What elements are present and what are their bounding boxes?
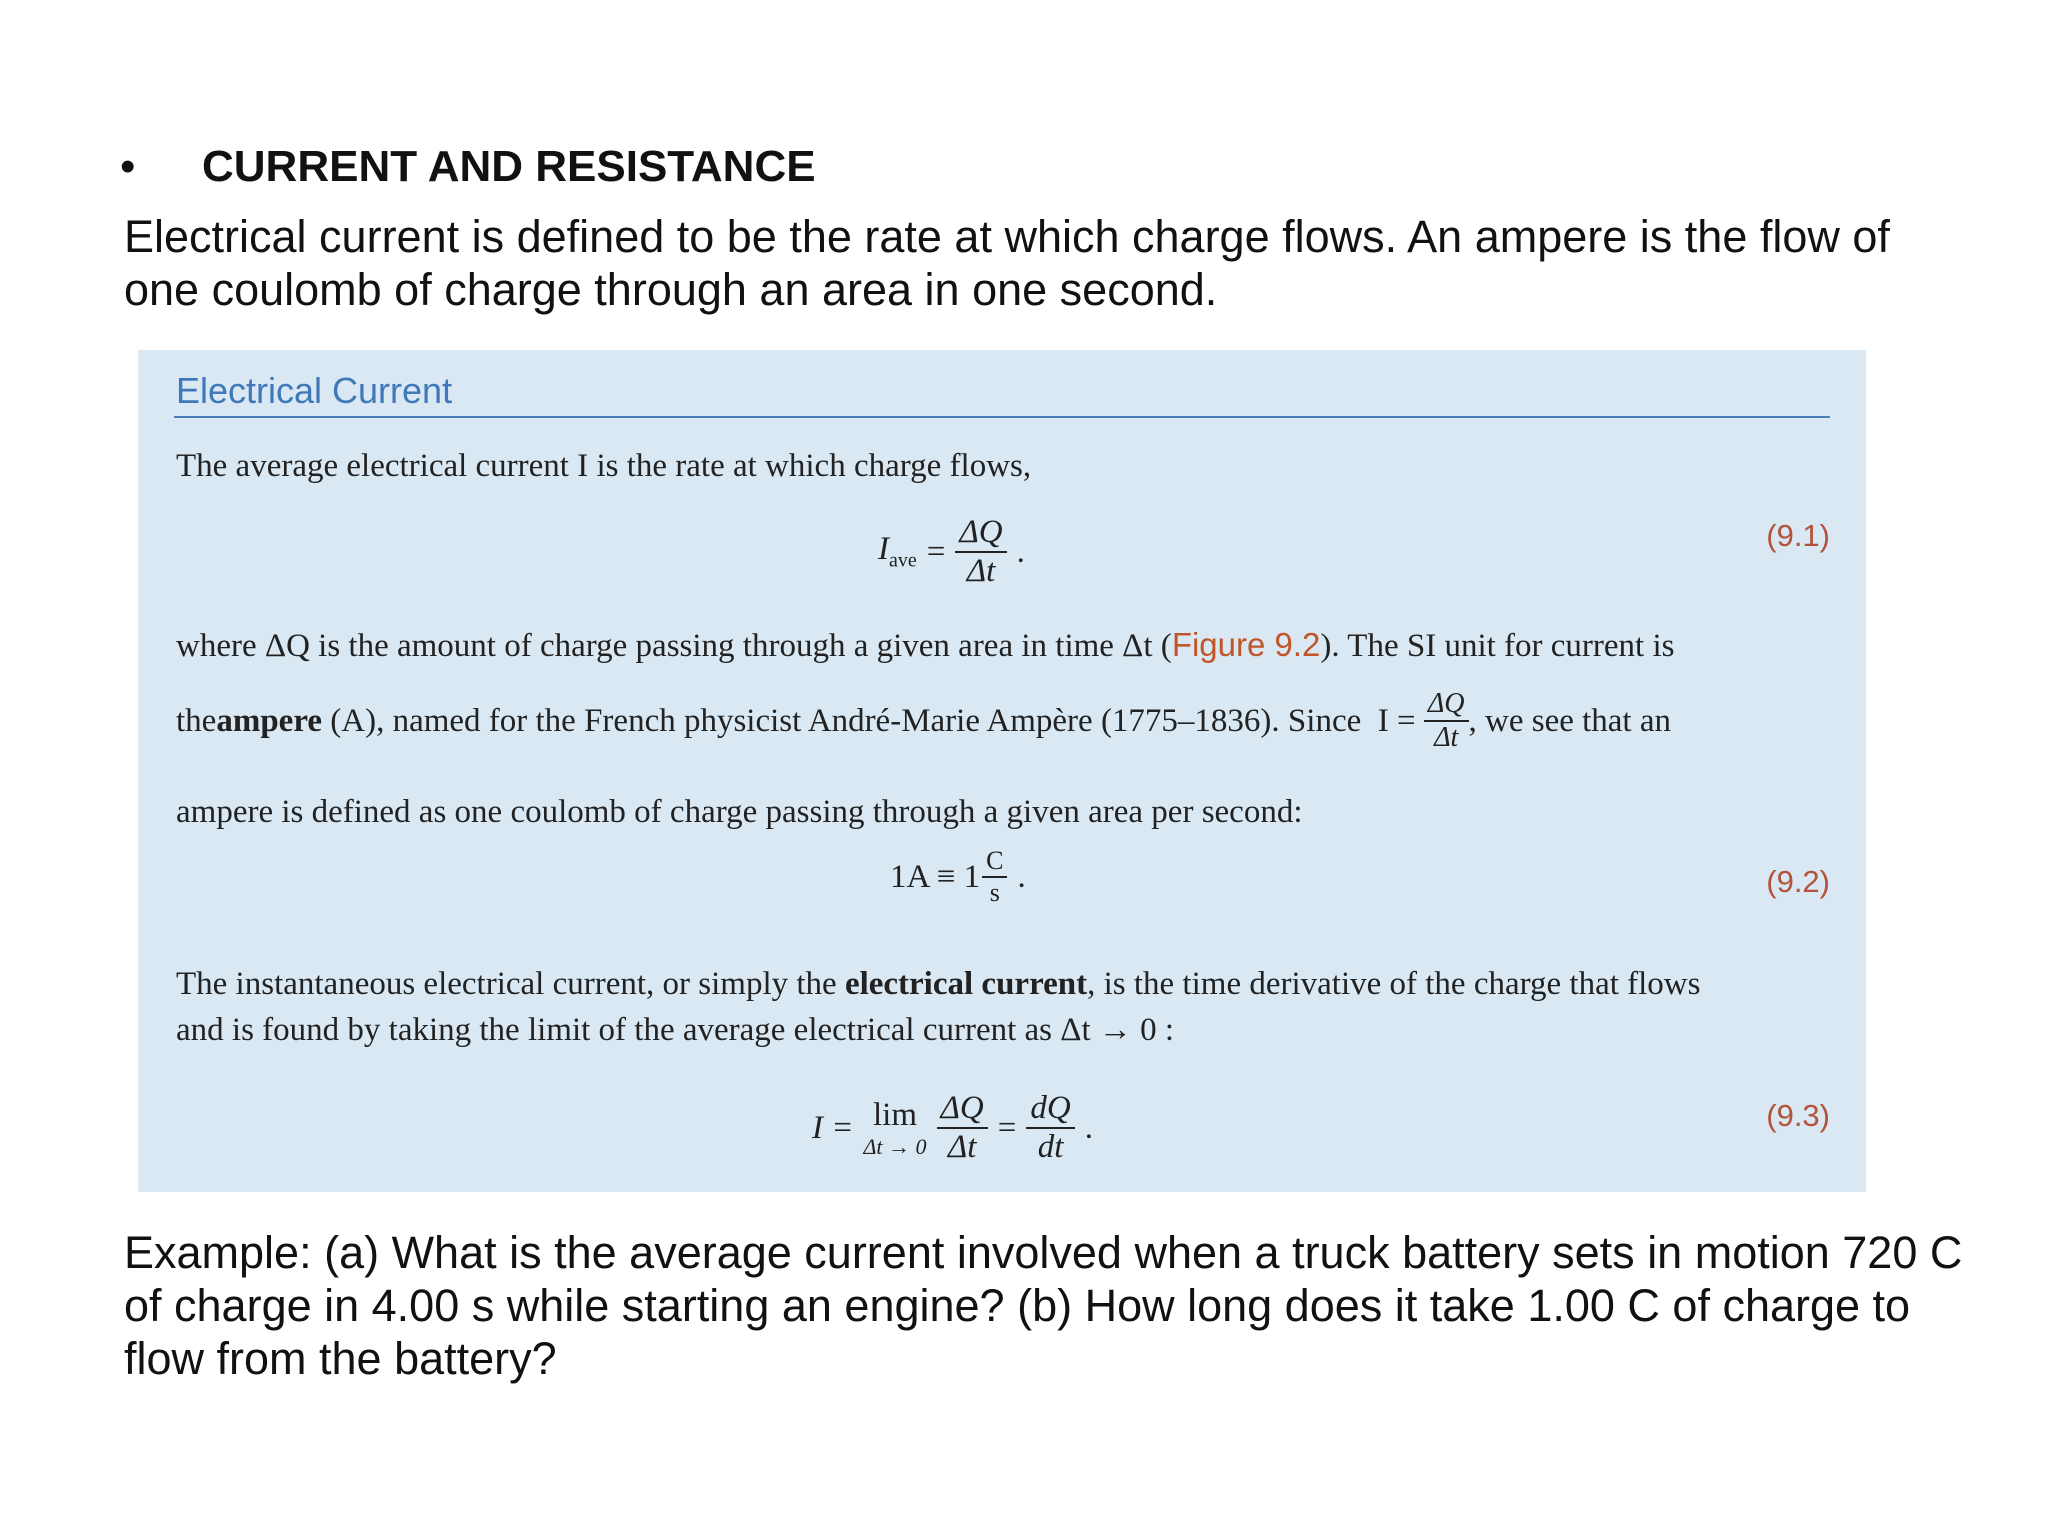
equation-number-9-2: (9.2) (1766, 864, 1830, 899)
eq1-equals: = (926, 533, 946, 570)
eq1-fraction: $\frac{\Delta Q}{\Delta t}$ (955, 516, 1006, 588)
definition-line-2: where ΔQ is the amount of charge passing through a given area in time Δt (Figure 9.2). The SI unit for current is (176, 626, 1675, 664)
eq3-limit: lim Δt → 0 (863, 1096, 927, 1159)
instantaneous-line-2: and is found by taking the limit of the average electrical current as Δt → 0 : (176, 1012, 1175, 1048)
term-ampere: ampere (216, 702, 323, 739)
figure-link[interactable]: Figure 9.2 (1171, 626, 1321, 663)
equation-number-9-3: (9.3) (1766, 1098, 1830, 1133)
eq3-equals: = (997, 1109, 1017, 1146)
title-divider (174, 416, 1830, 418)
definition-line-3: the ampere (A), named for the French physicist André-Marie Ampère (1775–1836). Since I = $\frac{\Delta Q}{\Delta t}$ , we see that an (176, 688, 1671, 753)
eq1-period: . (1016, 533, 1025, 570)
eq2-period: . (1017, 858, 1026, 895)
bullet-marker: • (120, 142, 136, 191)
definition-line-4: ampere is defined as one coulomb of charge passing through a given area per second: (176, 794, 1303, 830)
eq1-lhs: $I_{ave}$ (878, 531, 917, 572)
example-question: Example: (a) What is the average current involved when a truck battery sets in motion 720 C of charge in 4.00 s while starting an engine? (b) How long does it take 1.00 C of charge to flow from the battery? (124, 1227, 1963, 1384)
box-title: Electrical Current (176, 370, 453, 411)
eq2-fraction: $\frac{C}{s}$ (982, 848, 1007, 906)
equation-9-2 (890, 848, 1026, 906)
eq3-fraction-1: $\frac{\Delta Q}{\Delta t}$ (937, 1092, 988, 1164)
eq2-lhs: 1A ≡ 1 (890, 858, 981, 895)
equation-9-1 (878, 516, 1025, 588)
electrical-current-box (138, 350, 1866, 1192)
eq3-fraction-2: $\frac{dQ}{dt}$ (1026, 1092, 1074, 1164)
inline-fraction: $\frac{\Delta Q}{\Delta t}$ (1424, 690, 1469, 752)
slide-heading (120, 142, 816, 192)
instantaneous-line-1: The instantaneous electrical current, or simply the electrical current, is the time derivative of the charge that flows (176, 966, 1701, 1002)
equation-number-9-1: (9.1) (1766, 518, 1830, 553)
definition-line-1: The average electrical current I is the rate at which charge flows, (176, 448, 1032, 484)
heading-text: CURRENT AND RESISTANCE (202, 142, 816, 191)
intro-paragraph: Electrical current is defined to be the rate at which charge flows. An ampere is the flow of one coulomb of charge through an area in one second. (124, 211, 1890, 315)
equation-9-3 (812, 1092, 1093, 1164)
eq3-period: . (1084, 1109, 1093, 1146)
eq3-lhs: I = (812, 1109, 854, 1146)
term-electrical-current: electrical current (844, 966, 1088, 1002)
